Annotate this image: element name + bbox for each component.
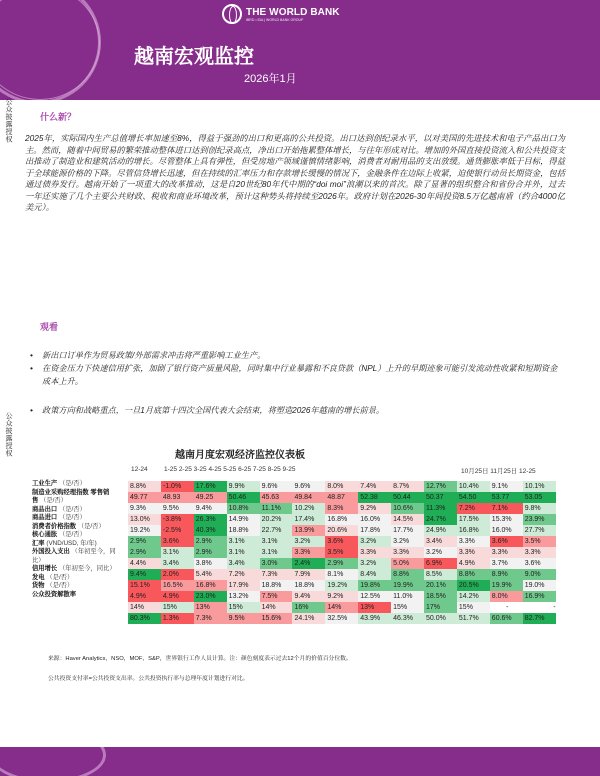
globe-icon bbox=[222, 4, 242, 24]
row-label bbox=[32, 540, 132, 549]
table-cell: 2.9% bbox=[128, 547, 161, 558]
table-cell: 12.7% bbox=[424, 481, 457, 492]
table-cell: 16.9% bbox=[523, 591, 556, 602]
table-cell: 23.0% bbox=[194, 591, 227, 602]
table-cell: 20.6% bbox=[325, 525, 358, 536]
table-cell: 60.6% bbox=[490, 613, 523, 624]
row-label bbox=[32, 523, 132, 532]
table-cell: 19.9% bbox=[391, 580, 424, 591]
dashboard-title: 越南月度宏观经济监控仪表板 bbox=[175, 450, 305, 461]
table-cell: 16.0% bbox=[490, 525, 523, 536]
table-cell: 9.0% bbox=[523, 569, 556, 580]
table-cell: 8.1% bbox=[325, 569, 358, 580]
row-label-unit: （是/否） bbox=[46, 573, 74, 581]
table-cell: 5.0% bbox=[391, 558, 424, 569]
table-cell: 2.9% bbox=[194, 536, 227, 547]
table-row bbox=[128, 580, 556, 591]
table-cell: 3.1% bbox=[161, 547, 194, 558]
row-label-unit: （年初至今，同比） bbox=[58, 565, 116, 572]
table-row bbox=[128, 591, 556, 602]
table-cell: 3.0% bbox=[260, 558, 293, 569]
table-row bbox=[128, 536, 556, 547]
table-cell: 22.7% bbox=[260, 525, 293, 536]
table-cell: 8.8% bbox=[391, 569, 424, 580]
table-cell: 4.4% bbox=[128, 558, 161, 569]
row-label-name: 外国投入支出 bbox=[32, 548, 70, 555]
row-label bbox=[32, 514, 132, 523]
table-cell: 12.5% bbox=[358, 591, 391, 602]
table-cell: 52.38 bbox=[358, 492, 391, 503]
table-cell: 14% bbox=[128, 602, 161, 613]
table-cell: 3.3% bbox=[292, 547, 325, 558]
table-cell: 13.0% bbox=[128, 514, 161, 525]
table-cell: 3.2% bbox=[358, 558, 391, 569]
table-cell: 17.6% bbox=[194, 481, 227, 492]
world-bank-logo bbox=[222, 4, 340, 24]
row-label-unit: （是/否） bbox=[58, 514, 86, 521]
table-cell: 3.8% bbox=[194, 558, 227, 569]
table-cell: 50.44 bbox=[391, 492, 424, 503]
table-cell: 10.4% bbox=[457, 481, 490, 492]
table-cell: 16% bbox=[292, 602, 325, 613]
row-labels bbox=[32, 480, 132, 599]
table-cell: 9.6% bbox=[260, 481, 293, 492]
row-label-name: 商品进口 bbox=[32, 514, 58, 521]
table-cell: 8.9% bbox=[490, 569, 523, 580]
table-cell: 9.3% bbox=[128, 503, 161, 514]
table-cell: 8.7% bbox=[391, 481, 424, 492]
table-cell: -3.8% bbox=[161, 514, 194, 525]
table-cell: 3.3% bbox=[457, 536, 490, 547]
table-cell: 53.05 bbox=[523, 492, 556, 503]
row-label-name: 制造业采购经理指数 零售销 bbox=[32, 488, 110, 496]
table-cell: 15% bbox=[227, 602, 260, 613]
row-label-name: 货物 bbox=[32, 582, 45, 589]
table-cell: 9.4% bbox=[194, 503, 227, 514]
table-cell: 8.8% bbox=[128, 481, 161, 492]
table-cell: 13.2% bbox=[227, 591, 260, 602]
table-cell: 17.8% bbox=[358, 525, 391, 536]
table-cell: 3.6% bbox=[523, 558, 556, 569]
table-cell: 10.2% bbox=[292, 503, 325, 514]
table-cell: 80.3% bbox=[128, 613, 161, 624]
row-label-unit: (VND/USD, 年/年) bbox=[46, 539, 97, 547]
table-cell: 16.8% bbox=[194, 580, 227, 591]
table-cell: 48.87 bbox=[325, 492, 358, 503]
table-cell: 19.2% bbox=[325, 580, 358, 591]
table-cell: 15% bbox=[457, 602, 490, 613]
row-label-unit: （是/否） bbox=[58, 480, 86, 487]
table-cell: 17.7% bbox=[391, 525, 424, 536]
table-cell: 2.0% bbox=[161, 569, 194, 580]
table-cell: 3.3% bbox=[391, 547, 424, 558]
bullet-text: 政策方向和战略重点，一旦1月底第十四次全国代表大会结束，将塑造2026年越南的增长前景。 bbox=[42, 406, 385, 415]
report-title: 越南宏观监控 bbox=[134, 46, 254, 68]
table-cell: 24.9% bbox=[424, 525, 457, 536]
table-cell: 3.3% bbox=[523, 547, 556, 558]
table-cell: 3.2% bbox=[424, 547, 457, 558]
table-cell: 23.9% bbox=[523, 514, 556, 525]
table-cell: 46.3% bbox=[391, 613, 424, 624]
table-cell: 8.3% bbox=[325, 503, 358, 514]
table-cell: 14% bbox=[325, 602, 358, 613]
table-cell: 48.93 bbox=[161, 492, 194, 503]
table-row bbox=[128, 547, 556, 558]
table-cell: 82.7% bbox=[523, 613, 556, 624]
whats-new-paragraph: 2025年，实际国内生产总值增长率加速至8%，得益于强劲的出口和更高的公共投资。出口达到创纪录水平，以对美国的先进技术和电子产品出口为主。然而，随着中间贸易的繁荣推动整体进口达到创纪录高点，净出口开始拖累整体增长，与往年形成对比。增加的外国直接投资流入和公共投资支出推动了制造业和建筑活动的增长。尽管整体上具有弹性，但受房地产领域谨慎情绪影响，消费者对耐用品的支出放缓。通货膨胀率低于目标，得益于全球能源价格的下降。尽管信贷增长迅速，但在持续的汇率压力和存款增长缓慢的情况下，金融条件在边际上收紧，迫使银行动员长期资金，包括通过债券发行。越南开始了一项重大的改革推动，这是自20世纪80年代中期的“doi moi”浪潮以来的首次。除了显著的组织整合和省份合并外，过去一年还实施了几个主要公共财政、税收和商业环境改革，预计这种势头将持续至2026年。政府计划在2026-30年间投资8.5万亿越南盾（约合4000亿美元）。 bbox=[25, 133, 565, 212]
table-cell: 9.5% bbox=[161, 503, 194, 514]
table-cell: 16.0% bbox=[358, 514, 391, 525]
table-cell: 9.9% bbox=[227, 481, 260, 492]
table-row bbox=[128, 481, 556, 492]
table-cell: 32.5% bbox=[325, 613, 358, 624]
watch-heading: 观看 bbox=[40, 322, 59, 332]
whats-new-heading: 什么新？ bbox=[40, 112, 77, 122]
table-cell: 3.2% bbox=[358, 536, 391, 547]
decorative-ring bbox=[0, 747, 106, 776]
table-cell: 20.5% bbox=[457, 580, 490, 591]
table-cell: 9.1% bbox=[490, 481, 523, 492]
table-row bbox=[128, 503, 556, 514]
table-cell: 19.0% bbox=[523, 580, 556, 591]
table-cell: 19.9% bbox=[490, 580, 523, 591]
table-row bbox=[128, 514, 556, 525]
table-cell: - bbox=[523, 602, 556, 613]
table-cell: 18.8% bbox=[292, 580, 325, 591]
table-cell: 9.8% bbox=[523, 503, 556, 514]
logo-subtitle: IBRD • IDA | WORLD BANK GROUP bbox=[246, 17, 304, 22]
report-header-banner bbox=[0, 0, 600, 100]
table-cell: 4.9% bbox=[128, 591, 161, 602]
table-cell: 9.4% bbox=[292, 591, 325, 602]
table-cell: 19.2% bbox=[128, 525, 161, 536]
table-cell: 9.2% bbox=[325, 591, 358, 602]
footnote-source: 来源：Haver Analytics，NSO，MOF，S&P，世界银行工作人员计算。注：颜色刻度表示过去12个月的价值百分位数。 bbox=[48, 656, 352, 662]
table-cell: 18.8% bbox=[260, 580, 293, 591]
table-cell: 15% bbox=[161, 602, 194, 613]
row-label bbox=[32, 506, 132, 515]
table-cell: 15.1% bbox=[128, 580, 161, 591]
row-label-name: 核心通胀 bbox=[32, 531, 58, 538]
table-cell: 45.63 bbox=[260, 492, 293, 503]
table-cell: 14.9% bbox=[227, 514, 260, 525]
table-cell: 5.4% bbox=[194, 569, 227, 580]
table-row bbox=[128, 613, 556, 624]
table-cell: 7.5% bbox=[260, 591, 293, 602]
table-cell: 4.9% bbox=[457, 558, 490, 569]
row-label bbox=[32, 574, 132, 583]
column-header: 1-25 2-25 3-25 4-25 5-25 6-25 7-25 8-25 9-25 bbox=[164, 466, 296, 473]
table-cell: -2.5% bbox=[161, 525, 194, 536]
table-cell: 18.8% bbox=[227, 525, 260, 536]
table-cell: 27.7% bbox=[523, 525, 556, 536]
table-cell: 9.4% bbox=[128, 569, 161, 580]
table-cell: 3.2% bbox=[292, 536, 325, 547]
row-label-unit: （是/否） bbox=[46, 582, 74, 589]
table-cell: 53.77 bbox=[490, 492, 523, 503]
table-cell: 13% bbox=[194, 602, 227, 613]
table-cell: 17% bbox=[424, 602, 457, 613]
table-cell: 17.4% bbox=[292, 514, 325, 525]
row-label bbox=[32, 480, 132, 489]
table-cell: 17.9% bbox=[227, 580, 260, 591]
table-cell: 3.4% bbox=[161, 558, 194, 569]
table-cell: 18.5% bbox=[424, 591, 457, 602]
row-label-name: 公众投资解散率 bbox=[32, 590, 77, 598]
table-cell: 15.6% bbox=[260, 613, 293, 624]
table-cell: 8.5% bbox=[424, 569, 457, 580]
table-cell: - bbox=[490, 602, 523, 613]
table-cell: 8.4% bbox=[358, 569, 391, 580]
row-label bbox=[32, 565, 132, 574]
decorative-ring bbox=[0, 0, 100, 100]
footnote-definition: 公共投资支付率=公共投资支出率。公共投资执行率与总理年度计划进行对比。 bbox=[48, 676, 249, 682]
row-label-name: 汇率 bbox=[32, 539, 45, 547]
row-label-unit: （是/否） bbox=[40, 497, 67, 504]
table-cell: 1.3% bbox=[161, 613, 194, 624]
table-cell: 3.4% bbox=[227, 558, 260, 569]
table-row bbox=[128, 492, 556, 503]
row-label-name: 售 bbox=[32, 497, 39, 504]
table-cell: 14.2% bbox=[457, 591, 490, 602]
table-cell: 11.0% bbox=[391, 591, 424, 602]
footer-banner bbox=[0, 747, 600, 776]
table-cell: 11.1% bbox=[260, 503, 293, 514]
row-label-unit: 比） bbox=[32, 556, 45, 564]
table-cell: 14% bbox=[260, 602, 293, 613]
table-cell: 9.6% bbox=[292, 481, 325, 492]
table-cell: 7.3% bbox=[194, 613, 227, 624]
table-cell: 13.9% bbox=[292, 525, 325, 536]
watch-bullet: • 在资金压力下快速信用扩张，加剧了银行资产质量风险，同时集中行业暴露和不良贷款（NPL）上升的早期迹象可能引发流动性收紧和短期资金成本上升。 bbox=[30, 364, 558, 386]
row-label bbox=[32, 497, 132, 506]
table-cell: 3.6% bbox=[490, 536, 523, 547]
row-label-name: 商品出口 bbox=[32, 505, 58, 513]
logo-name: THE WORLD BANK bbox=[246, 6, 340, 18]
row-label-unit: （是/否） bbox=[77, 522, 105, 530]
row-label bbox=[32, 557, 132, 566]
table-cell: 2.9% bbox=[194, 547, 227, 558]
table-cell: 20.2% bbox=[260, 514, 293, 525]
table-cell: 15% bbox=[391, 602, 424, 613]
side-disclosure-label: 公众披露授权 bbox=[5, 98, 12, 143]
table-cell: 50.46 bbox=[227, 492, 260, 503]
row-label-name: 信用增长 bbox=[32, 565, 58, 572]
table-cell: 17.5% bbox=[457, 514, 490, 525]
table-cell: 24.1% bbox=[292, 613, 325, 624]
table-cell: 6.9% bbox=[424, 558, 457, 569]
report-date: 2026年1月 bbox=[244, 73, 297, 85]
table-cell: 2.9% bbox=[325, 558, 358, 569]
table-cell: 3.6% bbox=[161, 536, 194, 547]
table-cell: 2.9% bbox=[128, 536, 161, 547]
table-cell: 3.4% bbox=[424, 536, 457, 547]
table-cell: 3.1% bbox=[227, 547, 260, 558]
table-cell: 7.9% bbox=[292, 569, 325, 580]
table-cell: 13% bbox=[358, 602, 391, 613]
table-cell: 26.3% bbox=[194, 514, 227, 525]
table-cell: -1.0% bbox=[161, 481, 194, 492]
column-header: 10月25日 11月25日 12-25 bbox=[461, 468, 536, 475]
row-label-unit: （年初至今，同 bbox=[71, 548, 116, 555]
table-cell: 9.5% bbox=[227, 613, 260, 624]
row-label-name: 消费者价格指数 bbox=[32, 522, 77, 530]
table-cell: 7.2% bbox=[227, 569, 260, 580]
table-cell: 7.4% bbox=[358, 481, 391, 492]
table-cell: 3.5% bbox=[523, 536, 556, 547]
table-cell: 24.7% bbox=[424, 514, 457, 525]
table-cell: 3.3% bbox=[457, 547, 490, 558]
table-cell: 10.1% bbox=[523, 481, 556, 492]
table-cell: 16.8% bbox=[325, 514, 358, 525]
table-cell: 43.9% bbox=[358, 613, 391, 624]
row-label bbox=[32, 489, 132, 498]
table-cell: 16.8% bbox=[457, 525, 490, 536]
table-row bbox=[128, 525, 556, 536]
table-cell: 7.2% bbox=[457, 503, 490, 514]
table-cell: 3.1% bbox=[260, 536, 293, 547]
table-cell: 49.84 bbox=[292, 492, 325, 503]
table-cell: 20.1% bbox=[424, 580, 457, 591]
table-cell: 15.3% bbox=[490, 514, 523, 525]
table-cell: 50.0% bbox=[424, 613, 457, 624]
table-cell: 49.77 bbox=[128, 492, 161, 503]
table-cell: 3.5% bbox=[325, 547, 358, 558]
table-cell: 10.8% bbox=[227, 503, 260, 514]
table-cell: 54.50 bbox=[457, 492, 490, 503]
table-cell: 3.7% bbox=[490, 558, 523, 569]
row-label bbox=[32, 591, 132, 600]
table-cell: 9.2% bbox=[358, 503, 391, 514]
table-cell: 3.2% bbox=[391, 536, 424, 547]
table-cell: 8.0% bbox=[490, 591, 523, 602]
table-cell: 3.1% bbox=[227, 536, 260, 547]
table-cell: 16.5% bbox=[161, 580, 194, 591]
table-cell: 8.0% bbox=[325, 481, 358, 492]
bullet-text: 在资金压力下快速信用扩张，加剧了银行资产质量风险，同时集中行业暴露和不良贷款（NPL）上升的早期迹象可能引发流动性收紧和短期资金成本上升。 bbox=[42, 364, 558, 386]
table-cell: 19.8% bbox=[358, 580, 391, 591]
row-label-unit: （是/否） bbox=[58, 531, 86, 538]
watch-bullet: • 政策方向和战略重点，一旦1月底第十四次全国代表大会结束，将塑造2026年越南的增长前景。 bbox=[30, 406, 385, 415]
row-label bbox=[32, 531, 132, 540]
table-cell: 4.9% bbox=[161, 591, 194, 602]
watch-bullet: • 新出口订单作为贸易政策/外部需求冲击将严重影响工业生产。 bbox=[30, 351, 266, 360]
table-cell: 10.6% bbox=[391, 503, 424, 514]
table-cell: 50.37 bbox=[424, 492, 457, 503]
table-cell: 3.3% bbox=[490, 547, 523, 558]
table-cell: 40.3% bbox=[194, 525, 227, 536]
row-label-name: 发电 bbox=[32, 573, 45, 581]
table-row bbox=[128, 569, 556, 580]
side-disclosure-label: 公众披露授权 bbox=[5, 412, 12, 457]
table-cell: 3.6% bbox=[325, 536, 358, 547]
column-header: 12-24 bbox=[131, 466, 148, 473]
row-label-name: 工业生产 bbox=[32, 480, 58, 487]
table-cell: 8.8% bbox=[457, 569, 490, 580]
row-label-unit: （是/否） bbox=[58, 505, 86, 513]
table-cell: 2.4% bbox=[292, 558, 325, 569]
table-cell: 7.1% bbox=[490, 503, 523, 514]
table-row bbox=[128, 558, 556, 569]
table-cell: 49.25 bbox=[194, 492, 227, 503]
row-label bbox=[32, 582, 132, 591]
table-cell: 11.3% bbox=[424, 503, 457, 514]
row-label bbox=[32, 548, 132, 557]
table-cell: 3.3% bbox=[358, 547, 391, 558]
table-row bbox=[128, 602, 556, 613]
bullet-text: 新出口订单作为贸易政策/外部需求冲击将严重影响工业生产。 bbox=[42, 351, 266, 360]
table-cell: 3.1% bbox=[260, 547, 293, 558]
table-cell: 7.3% bbox=[260, 569, 293, 580]
table-cell: 51.7% bbox=[457, 613, 490, 624]
table-cell: 14.5% bbox=[391, 514, 424, 525]
dashboard-heatmap-table bbox=[128, 481, 556, 624]
